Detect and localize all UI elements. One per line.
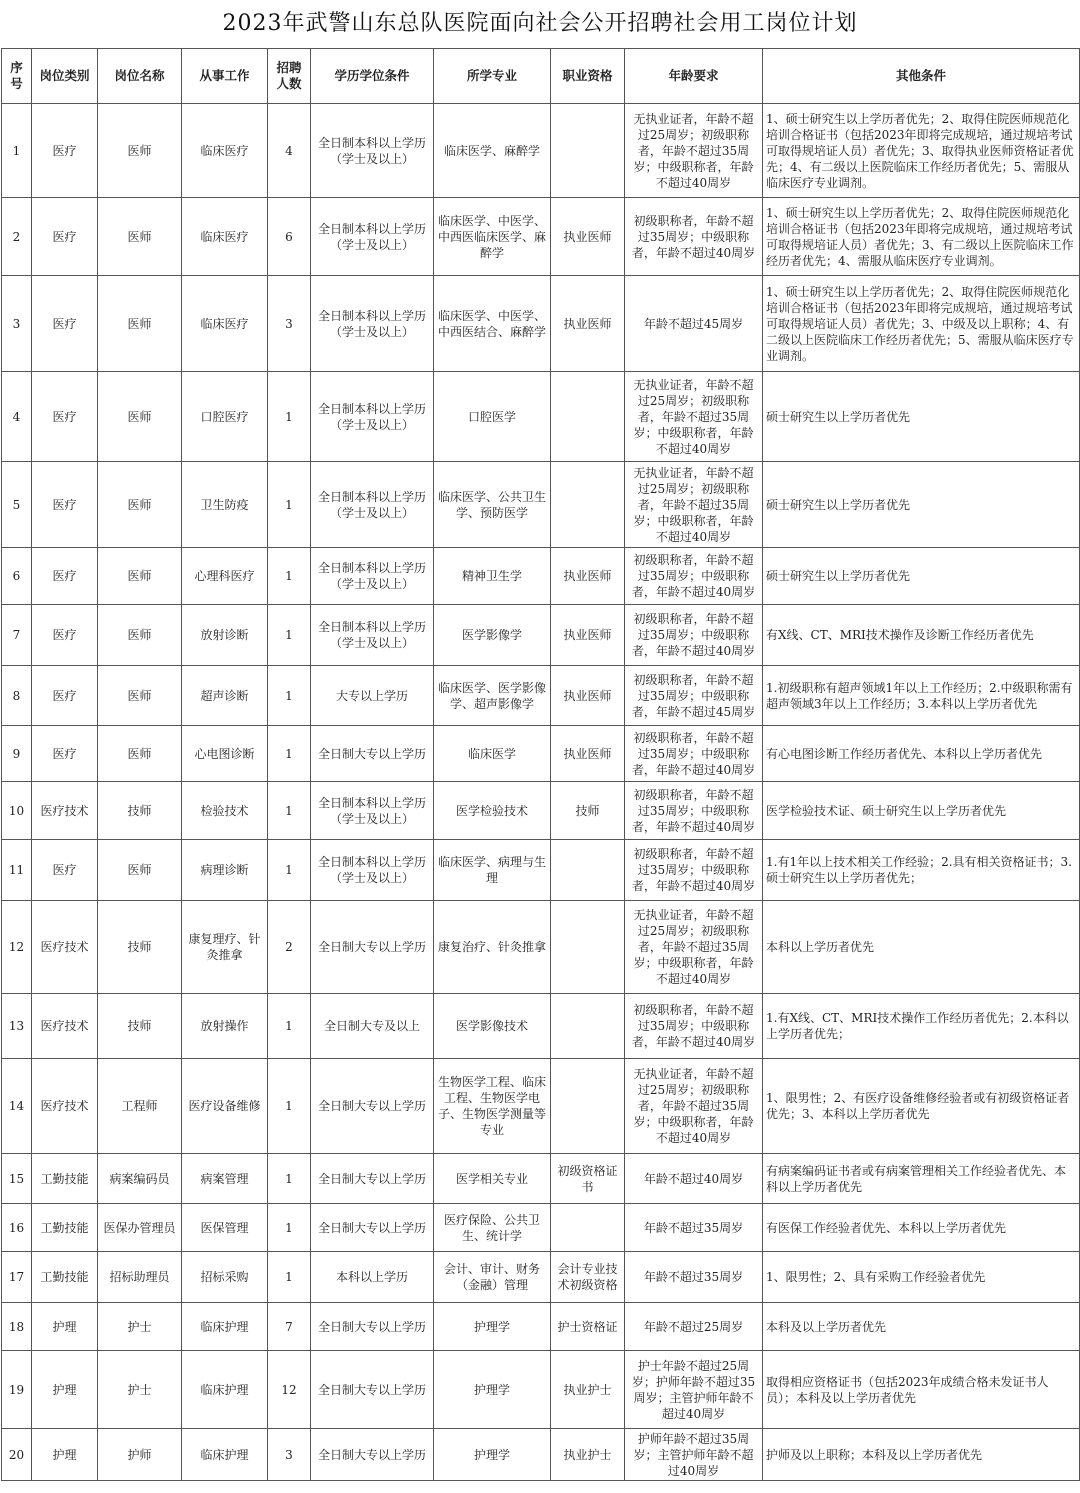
cell-other: 护师及以上职称；本科及以上学历者优先 <box>763 1429 1080 1481</box>
cell-age: 无执业证者，年龄不超过25周岁；初级职称者，年龄不超过35周岁；中级职称者，年龄不超过40周岁 <box>625 462 763 548</box>
cell-no: 19 <box>2 1351 32 1429</box>
cell-major: 医学相关专业 <box>434 1154 551 1204</box>
cell-other: 硕士研究生以上学历者优先 <box>763 548 1080 605</box>
cell-category: 医疗 <box>32 605 98 666</box>
header-major: 所学专业 <box>434 49 551 104</box>
cell-post: 医师 <box>98 548 182 605</box>
table-row <box>2 994 1080 1059</box>
cell-count: 6 <box>268 198 311 276</box>
table-row <box>2 1154 1080 1204</box>
recruitment-table <box>1 48 1080 1481</box>
cell-other: 1.有1年以上技术相关工作经验；2.具有相关资格证书；3.硕士研究生以上学历者优先； <box>763 840 1080 901</box>
cell-age: 无执业证者，年龄不超过25周岁；初级职称者，年龄不超过35周岁；中级职称者，年龄不超过40周岁 <box>625 1059 763 1154</box>
cell-post: 医师 <box>98 726 182 782</box>
table-header-row <box>2 49 1080 104</box>
cell-major: 临床医学、中医学、中西医临床医学、麻醉学 <box>434 198 551 276</box>
cell-category: 工勤技能 <box>32 1204 98 1252</box>
cell-no: 2 <box>2 198 32 276</box>
table-row <box>2 372 1080 462</box>
table-row <box>2 901 1080 994</box>
cell-count: 1 <box>268 994 311 1059</box>
cell-no: 8 <box>2 666 32 726</box>
cell-no: 15 <box>2 1154 32 1204</box>
header-work: 从事工作 <box>182 49 268 104</box>
cell-age: 初级职称者，年龄不超过35周岁；中级职称者，年龄不超过45周岁 <box>625 666 763 726</box>
cell-qualification <box>551 104 625 198</box>
cell-category: 医疗 <box>32 104 98 198</box>
cell-work: 招标采购 <box>182 1252 268 1303</box>
cell-education: 全日制本科以上学历（学士及以上） <box>311 605 434 666</box>
cell-major: 会计、审计、财务（金融）管理 <box>434 1252 551 1303</box>
cell-count: 4 <box>268 104 311 198</box>
cell-category: 医疗 <box>32 462 98 548</box>
cell-work: 医疗设备维修 <box>182 1059 268 1154</box>
cell-work: 放射诊断 <box>182 605 268 666</box>
table-row <box>2 1059 1080 1154</box>
cell-post: 护士 <box>98 1351 182 1429</box>
cell-other: 有医保工作经验者优先、本科以上学历者优先 <box>763 1204 1080 1252</box>
table-row <box>2 726 1080 782</box>
cell-work: 医保管理 <box>182 1204 268 1252</box>
cell-no: 12 <box>2 901 32 994</box>
cell-age: 无执业证者，年龄不超过25周岁；初级职称者，年龄不超过35周岁；中级职称者，年龄不超过40周岁 <box>625 372 763 462</box>
cell-work: 病案管理 <box>182 1154 268 1204</box>
cell-category: 医疗技术 <box>32 1059 98 1154</box>
cell-major: 临床医学 <box>434 726 551 782</box>
cell-qualification: 会计专业技术初级资格 <box>551 1252 625 1303</box>
header-post: 岗位名称 <box>98 49 182 104</box>
cell-education: 大专以上学历 <box>311 666 434 726</box>
cell-category: 医疗 <box>32 666 98 726</box>
cell-category: 医疗 <box>32 372 98 462</box>
cell-work: 康复理疗、针灸推拿 <box>182 901 268 994</box>
cell-category: 医疗技术 <box>32 901 98 994</box>
cell-work: 检验技术 <box>182 782 268 840</box>
cell-post: 工程师 <box>98 1059 182 1154</box>
cell-major: 护理学 <box>434 1429 551 1481</box>
cell-education: 全日制大专以上学历 <box>311 901 434 994</box>
cell-no: 20 <box>2 1429 32 1481</box>
cell-post: 病案编码员 <box>98 1154 182 1204</box>
cell-other: 1、硕士研究生以上学历者优先；2、取得住院医师规范化培训合格证书（包括2023年即将完成规培，通过规培考试可取得规培证人员）者优先；3、有二级以上医院临床工作经历者优先；4、需服从临床医疗专业调剂。 <box>763 198 1080 276</box>
cell-no: 17 <box>2 1252 32 1303</box>
cell-major: 医学影像技术 <box>434 994 551 1059</box>
cell-no: 14 <box>2 1059 32 1154</box>
cell-education: 本科以上学历 <box>311 1252 434 1303</box>
cell-other: 有心电图诊断工作经历者优先、本科以上学历者优先 <box>763 726 1080 782</box>
cell-no: 7 <box>2 605 32 666</box>
cell-major: 生物医学工程、临床工程、生物医学电子、生物医学测量等专业 <box>434 1059 551 1154</box>
cell-age: 无执业证者，年龄不超过25周岁；初级职称者，年龄不超过35周岁；中级职称者，年龄不超过40周岁 <box>625 104 763 198</box>
cell-major: 医学检验技术 <box>434 782 551 840</box>
cell-major: 护理学 <box>434 1351 551 1429</box>
cell-other: 1.有X线、CT、MRI技术操作工作经历者优先；2.本科以上学历者优先； <box>763 994 1080 1059</box>
cell-education: 全日制本科以上学历（学士及以上） <box>311 276 434 372</box>
cell-count: 1 <box>268 605 311 666</box>
cell-major: 医疗保险、公共卫生、统计学 <box>434 1204 551 1252</box>
cell-qualification <box>551 994 625 1059</box>
cell-education: 全日制本科以上学历（学士及以上） <box>311 372 434 462</box>
cell-qualification <box>551 1059 625 1154</box>
header-category: 岗位类别 <box>32 49 98 104</box>
cell-no: 11 <box>2 840 32 901</box>
cell-age: 初级职称者，年龄不超过35周岁；中级职称者，年龄不超过40周岁 <box>625 198 763 276</box>
cell-major: 康复治疗、针灸推拿 <box>434 901 551 994</box>
cell-count: 3 <box>268 276 311 372</box>
cell-age: 初级职称者，年龄不超过35周岁；中级职称者，年龄不超过40周岁 <box>625 840 763 901</box>
table-row <box>2 276 1080 372</box>
cell-qualification: 护士资格证 <box>551 1303 625 1351</box>
cell-post: 医师 <box>98 666 182 726</box>
cell-qualification: 执业医师 <box>551 726 625 782</box>
cell-other: 1.初级职称有超声领域1年以上工作经历；2.中级职称需有超声领域3年以上工作经历；3.本科以上学历者优先 <box>763 666 1080 726</box>
cell-major: 临床医学、公共卫生学、预防医学 <box>434 462 551 548</box>
cell-count: 1 <box>268 462 311 548</box>
cell-qualification: 执业医师 <box>551 666 625 726</box>
cell-count: 1 <box>268 548 311 605</box>
cell-post: 技师 <box>98 901 182 994</box>
cell-education: 全日制本科以上学历（学士及以上） <box>311 840 434 901</box>
cell-age: 护士年龄不超过25周岁；护师年龄不超过35周岁；主管护师年龄不超过40周岁 <box>625 1351 763 1429</box>
cell-other: 硕士研究生以上学历者优先 <box>763 372 1080 462</box>
cell-work: 超声诊断 <box>182 666 268 726</box>
cell-other: 医学检验技术证、硕士研究生以上学历者优先 <box>763 782 1080 840</box>
cell-work: 病理诊断 <box>182 840 268 901</box>
table-row <box>2 1429 1080 1481</box>
cell-age: 年龄不超过25周岁 <box>625 1303 763 1351</box>
cell-no: 4 <box>2 372 32 462</box>
cell-other: 硕士研究生以上学历者优先 <box>763 462 1080 548</box>
cell-post: 护士 <box>98 1303 182 1351</box>
cell-category: 医疗 <box>32 548 98 605</box>
cell-post: 医保办管理员 <box>98 1204 182 1252</box>
cell-qualification <box>551 372 625 462</box>
cell-education: 全日制大专以上学历 <box>311 1154 434 1204</box>
cell-education: 全日制大专以上学历 <box>311 1204 434 1252</box>
cell-post: 医师 <box>98 605 182 666</box>
cell-count: 7 <box>268 1303 311 1351</box>
cell-education: 全日制大专以上学历 <box>311 1429 434 1481</box>
table-row <box>2 1252 1080 1303</box>
cell-qualification: 执业医师 <box>551 548 625 605</box>
cell-education: 全日制大专以上学历 <box>311 1303 434 1351</box>
cell-post: 医师 <box>98 276 182 372</box>
cell-qualification: 执业医师 <box>551 276 625 372</box>
cell-education: 全日制本科以上学历（学士及以上） <box>311 462 434 548</box>
cell-age: 年龄不超过40周岁 <box>625 1154 763 1204</box>
header-no: 序号 <box>2 49 32 104</box>
cell-major: 临床医学、病理与生理 <box>434 840 551 901</box>
table-row <box>2 840 1080 901</box>
cell-major: 临床医学、医学影像学、超声影像学 <box>434 666 551 726</box>
cell-qualification <box>551 840 625 901</box>
cell-other: 1、硕士研究生以上学历者优先；2、取得住院医师规范化培训合格证书（包括2023年即将完成规培，通过规培考试可取得规培证人员）者优先；3、取得执业医师资格证者优先；4、有二级以上医院临床工作经历者优先；5、需服从临床医疗专业调剂。 <box>763 104 1080 198</box>
table-row <box>2 1204 1080 1252</box>
cell-category: 医疗 <box>32 198 98 276</box>
page-title: 2023年武警山东总队医院面向社会公开招聘社会用工岗位计划 <box>222 11 858 36</box>
cell-category: 护理 <box>32 1351 98 1429</box>
cell-count: 1 <box>268 1059 311 1154</box>
cell-age: 初级职称者，年龄不超过35周岁；中级职称者，年龄不超过40周岁 <box>625 782 763 840</box>
cell-education: 全日制大专及以上 <box>311 994 434 1059</box>
cell-category: 医疗技术 <box>32 782 98 840</box>
table-row <box>2 782 1080 840</box>
cell-count: 12 <box>268 1351 311 1429</box>
cell-no: 13 <box>2 994 32 1059</box>
cell-work: 心电图诊断 <box>182 726 268 782</box>
cell-no: 1 <box>2 104 32 198</box>
cell-no: 6 <box>2 548 32 605</box>
cell-no: 9 <box>2 726 32 782</box>
cell-qualification: 执业医师 <box>551 605 625 666</box>
cell-age: 初级职称者，年龄不超过35周岁；中级职称者，年龄不超过40周岁 <box>625 994 763 1059</box>
cell-work: 临床护理 <box>182 1351 268 1429</box>
cell-other: 1、限男性；2、具有采购工作经验者优先 <box>763 1252 1080 1303</box>
cell-no: 10 <box>2 782 32 840</box>
cell-category: 护理 <box>32 1429 98 1481</box>
cell-other: 有病案编码证书者或有病案管理相关工作经验者优先、本科以上学历者优先 <box>763 1154 1080 1204</box>
cell-other: 取得相应资格证书（包括2023年成绩合格未发证书人员）；本科及以上学历者优先 <box>763 1351 1080 1429</box>
header-qualification: 职业资格 <box>551 49 625 104</box>
cell-qualification: 执业护士 <box>551 1351 625 1429</box>
table-row <box>2 198 1080 276</box>
cell-count: 1 <box>268 782 311 840</box>
cell-no: 5 <box>2 462 32 548</box>
table-row <box>2 548 1080 605</box>
cell-count: 1 <box>268 372 311 462</box>
cell-age: 无执业证者，年龄不超过25周岁；初级职称者，年龄不超过35周岁；中级职称者，年龄不超过40周岁 <box>625 901 763 994</box>
cell-qualification: 技师 <box>551 782 625 840</box>
cell-count: 1 <box>268 1252 311 1303</box>
cell-no: 18 <box>2 1303 32 1351</box>
table-row <box>2 1303 1080 1351</box>
cell-other: 本科及以上学历者优先 <box>763 1303 1080 1351</box>
cell-count: 2 <box>268 901 311 994</box>
cell-post: 医师 <box>98 372 182 462</box>
cell-qualification: 执业医师 <box>551 198 625 276</box>
cell-work: 心理科医疗 <box>182 548 268 605</box>
header-other: 其他条件 <box>763 49 1080 104</box>
cell-count: 3 <box>268 1429 311 1481</box>
cell-qualification: 执业护士 <box>551 1429 625 1481</box>
header-age: 年龄要求 <box>625 49 763 104</box>
cell-category: 工勤技能 <box>32 1154 98 1204</box>
cell-post: 医师 <box>98 840 182 901</box>
cell-post: 技师 <box>98 994 182 1059</box>
cell-age: 年龄不超过45周岁 <box>625 276 763 372</box>
cell-work: 临床护理 <box>182 1429 268 1481</box>
cell-category: 医疗 <box>32 840 98 901</box>
cell-major: 临床医学、麻醉学 <box>434 104 551 198</box>
cell-education: 全日制本科以上学历（学士及以上） <box>311 548 434 605</box>
cell-education: 全日制大专以上学历 <box>311 726 434 782</box>
cell-age: 年龄不超过35周岁 <box>625 1204 763 1252</box>
cell-category: 医疗技术 <box>32 994 98 1059</box>
cell-other: 有X线、CT、MRI技术操作及诊断工作经历者优先 <box>763 605 1080 666</box>
table-row <box>2 462 1080 548</box>
cell-count: 1 <box>268 726 311 782</box>
cell-age: 护师年龄不超过35周岁；主管护师年龄不超过40周岁 <box>625 1429 763 1481</box>
cell-work: 临床医疗 <box>182 276 268 372</box>
cell-post: 医师 <box>98 198 182 276</box>
table-row <box>2 605 1080 666</box>
cell-post: 医师 <box>98 462 182 548</box>
cell-qualification <box>551 1204 625 1252</box>
cell-count: 1 <box>268 1154 311 1204</box>
cell-work: 临床医疗 <box>182 198 268 276</box>
cell-no: 16 <box>2 1204 32 1252</box>
cell-major: 临床医学、中医学、中西医结合、麻醉学 <box>434 276 551 372</box>
cell-education: 全日制本科以上学历（学士及以上） <box>311 782 434 840</box>
cell-major: 精神卫生学 <box>434 548 551 605</box>
cell-work: 放射操作 <box>182 994 268 1059</box>
table-body <box>2 104 1080 1481</box>
cell-major: 口腔医学 <box>434 372 551 462</box>
cell-post: 护师 <box>98 1429 182 1481</box>
cell-post: 招标助理员 <box>98 1252 182 1303</box>
table-row <box>2 666 1080 726</box>
cell-work: 卫生防疫 <box>182 462 268 548</box>
cell-major: 护理学 <box>434 1303 551 1351</box>
cell-age: 初级职称者，年龄不超过35周岁；中级职称者，年龄不超过40周岁 <box>625 726 763 782</box>
cell-category: 医疗 <box>32 276 98 372</box>
cell-education: 全日制大专以上学历 <box>311 1351 434 1429</box>
cell-age: 初级职称者，年龄不超过35周岁；中级职称者，年龄不超过40周岁 <box>625 548 763 605</box>
cell-age: 初级职称者，年龄不超过35周岁；中级职称者，年龄不超过40周岁 <box>625 605 763 666</box>
cell-other: 1、硕士研究生以上学历者优先；2、取得住院医师规范化培训合格证书（包括2023年即将完成规培，通过规培考试可取得规培证人员）者优先；3、中级及以上职称；4、有二级以上医院临床工作经历者优先；5、需服从临床医疗专业调剂。 <box>763 276 1080 372</box>
cell-no: 3 <box>2 276 32 372</box>
cell-qualification: 初级资格证书 <box>551 1154 625 1204</box>
cell-count: 1 <box>268 666 311 726</box>
cell-category: 医疗 <box>32 726 98 782</box>
cell-work: 临床医疗 <box>182 104 268 198</box>
cell-education: 全日制本科以上学历（学士及以上） <box>311 198 434 276</box>
cell-major: 医学影像学 <box>434 605 551 666</box>
cell-age: 年龄不超过35周岁 <box>625 1252 763 1303</box>
cell-count: 1 <box>268 1204 311 1252</box>
cell-post: 医师 <box>98 104 182 198</box>
cell-category: 护理 <box>32 1303 98 1351</box>
cell-post: 技师 <box>98 782 182 840</box>
cell-qualification <box>551 462 625 548</box>
cell-education: 全日制大专以上学历 <box>311 1059 434 1154</box>
cell-qualification <box>551 901 625 994</box>
cell-count: 1 <box>268 840 311 901</box>
header-count: 招聘人数 <box>268 49 311 104</box>
cell-education: 全日制本科以上学历（学士及以上） <box>311 104 434 198</box>
table-row <box>2 1351 1080 1429</box>
table-row <box>2 104 1080 198</box>
cell-other: 本科以上学历者优先 <box>763 901 1080 994</box>
cell-work: 口腔医疗 <box>182 372 268 462</box>
cell-category: 工勤技能 <box>32 1252 98 1303</box>
cell-work: 临床护理 <box>182 1303 268 1351</box>
header-education: 学历学位条件 <box>311 49 434 104</box>
cell-other: 1、限男性；2、有医疗设备维修经验者或有初级资格证者优先；3、本科以上学历者优先 <box>763 1059 1080 1154</box>
